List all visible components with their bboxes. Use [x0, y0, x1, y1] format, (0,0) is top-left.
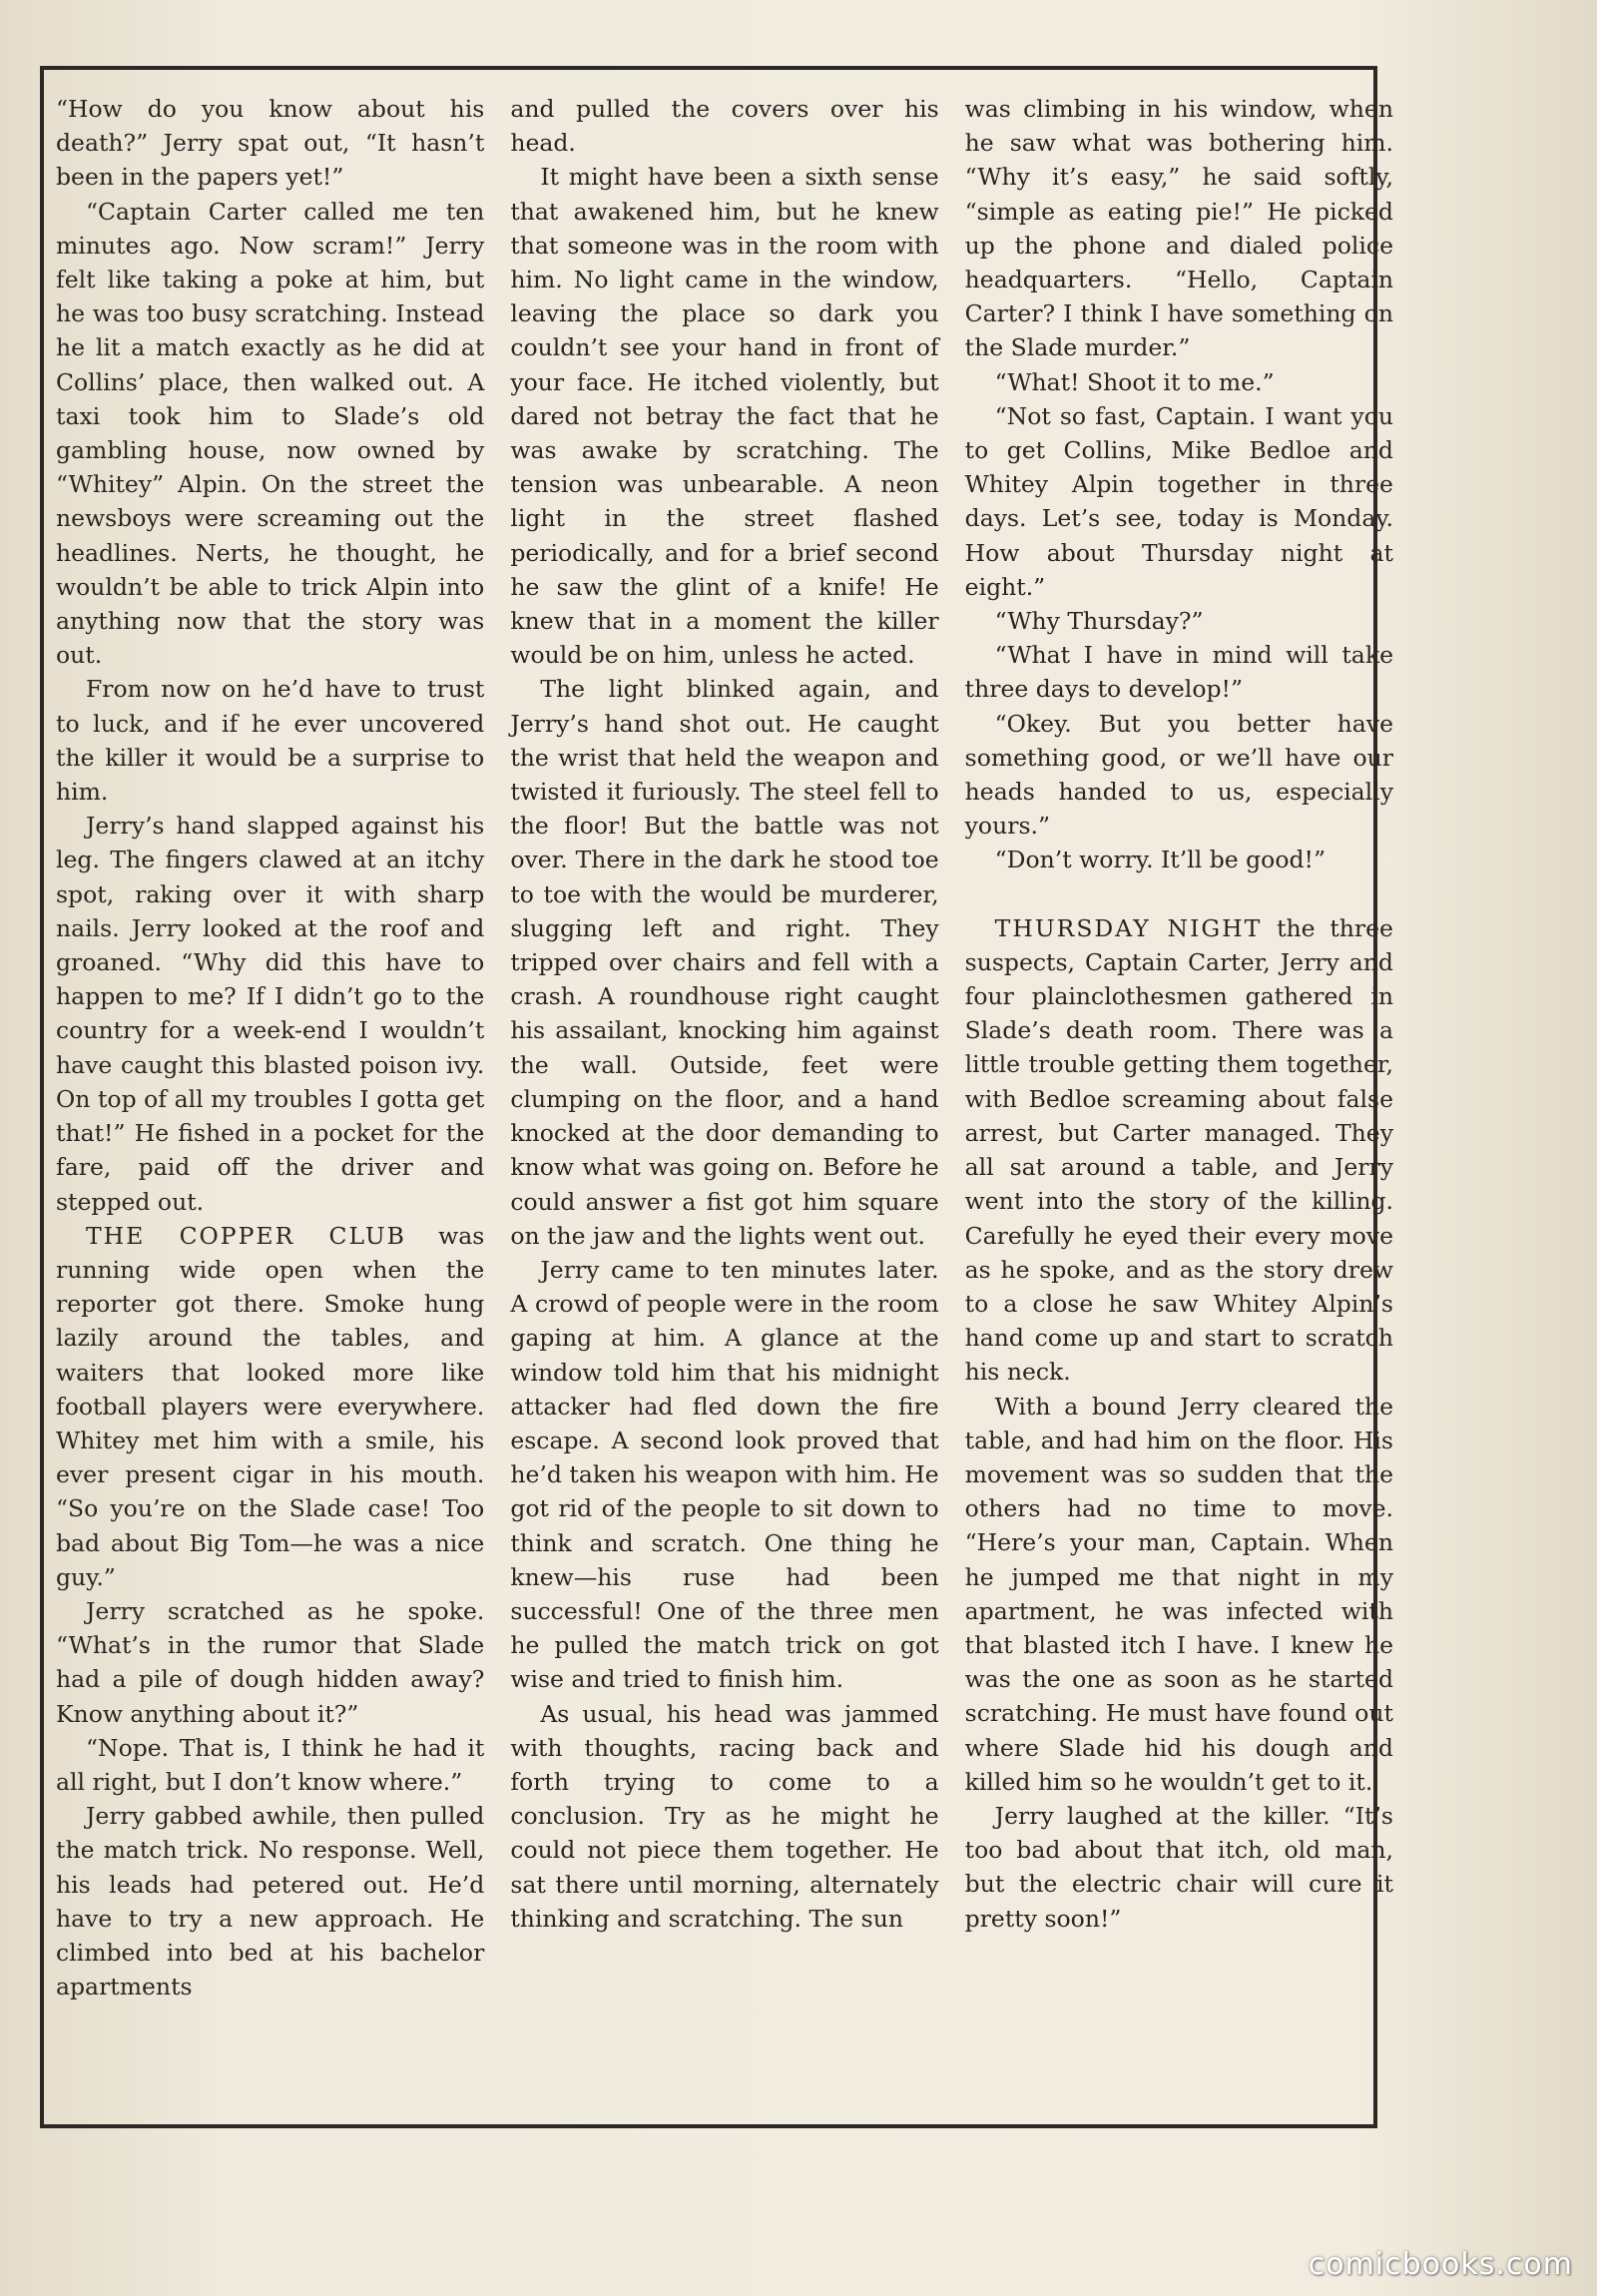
paragraph: “Don’t worry. It’ll be good!”	[994, 846, 1326, 874]
paragraph: “Why Thursday?”	[994, 607, 1204, 636]
paragraph: The light blinked again, and Jerry’s hand shot out. He caught the wrist that held the weapon and twisted it furiously. The steel fell to the floor! But the battle was not over. There in the dark he stood toe to toe with the would be murderer, slugging left and right. They tripped over chairs and fell with a crash. A roundhouse right caught his assailant, knocking him against the wall. Outside, feet were clumping on the floor, and a hand knocked at the door demanding to know what was going on. Before he could answer a fist got him square on the jaw and the lights went out.	[510, 675, 939, 1250]
paragraph: With a bound Jerry cleared the table, and had him on the floor. His movement was so sudden that the others had no time to move. “Here’s your man, Captain. When he jumped me that night in my apartment, he was infected with that blasted itch I have. I knew he was the one as soon as he started scratching. He must have found out where Slade hid his dough and killed him so he wouldn’t get to it.	[964, 1392, 1393, 1796]
paragraph-text: the three suspects, Captain Carter, Jerry and four plainclothesmen gathered in Slade’s death room. There was a little trouble getting them together, with Bedloe screaming about false arrest, but Carter managed. They all sat around a table, and Jerry went into the story of the killing. Carefully he eyed their every move as he spoke, and as the story drew to a close he saw Whitey Alpin’s hand come up and start to scratch his neck.	[964, 913, 1393, 1387]
paragraph: “How do you know about his death?” Jerry spat out, “It hasn’t been in the papers yet!”	[56, 95, 485, 192]
section-lead: THURSDAY NIGHT	[994, 913, 1263, 942]
site-watermark: comicbooks.com	[1308, 2247, 1573, 2282]
paragraph: Jerry laughed at the killer. “It’s too bad about that itch, old man, but the electric chair will cure it pretty soon!”	[964, 1801, 1393, 1933]
paragraph: It might have been a sixth sense that awakened him, but he knew that someone was in the room with him. No light came in the window, leaving the place so dark you couldn’t see your hand in front of your face. He itched violently, but dared not betray the fact that he was awake by scratching. The tension was unbearable. A neon light in the street flashed periodically, and for a brief second he saw the glint of a knife! He knew that in a moment the killer would be on him, unless he acted.	[510, 163, 939, 670]
column-2	[510, 92, 938, 2108]
paragraph: was climbing in his window, when he saw what was bothering him. “Why it’s easy,” he said softly, “simple as eating pie!” He picked up the phone and dialed police headquarters. “Hello, Captain Carter? I think I have something on the Slade murder.”	[964, 95, 1393, 362]
paragraph: “What I have in mind will take three days to develop!”	[964, 641, 1393, 704]
paragraph: Jerry came to ten minutes later. A crowd of people were in the room gaping at him. A glance at the window told him that his midnight attacker had fled down the fire escape. A second look proved that he’d taken his weapon with him. He got rid of the people to sit down to think and scratch. One thing he knew—his ruse had been successful! One of the three men he pulled the match trick on got wise and tried to finish him.	[510, 1255, 939, 1694]
paragraph: Jerry gabbed awhile, then pulled the match trick. No response. Well, his leads had petered out. He’d have to try a new approach. He climbed into bed at his bachelor apartments	[56, 1802, 485, 2002]
section-paragraph	[56, 1219, 484, 1594]
paragraph: “Captain Carter called me ten minutes ago. Now scram!” Jerry felt like taking a poke at him, but he was too busy scratching. Instead he lit a match exactly as he did at Collins’ place, then walked out. A taxi took him to Slade’s old gambling house, now owned by “Whitey” Alpin. On the street the newsboys were screaming out the headlines. Nerts, he thought, he wouldn’t be able to trick Alpin into anything now that the story was out.	[56, 197, 485, 670]
paragraph: Jerry’s hand slapped against his leg. The fingers clawed at an itchy spot, raking over it with sharp nails. Jerry looked at the roof and groaned. “Why did this have to happen to me? If I didn’t go to the country for a week-end I wouldn’t have caught this blasted poison ivy. On top of all my troubles I gotta get that!” He fished in a pocket for the fare, paid off the driver and stepped out.	[56, 812, 485, 1216]
paragraph: As usual, his head was jammed with thoughts, racing back and forth trying to come to a conclusion. Try as he might he could not piece them together. He sat there until morning, alternately thinking and scratching. The sun	[510, 1699, 939, 1933]
paragraph: “Not so fast, Captain. I want you to get Collins, Mike Bedloe and Whitey Alpin together in three days. Let’s see, today is Monday. How about Thursday night at eight.”	[964, 401, 1393, 601]
section-spacer	[965, 877, 1393, 911]
section-lead: THE COPPER CLUB	[86, 1221, 406, 1250]
paragraph: “Okey. But you better have something good, or we’ll have our heads handed to us, especially yours.”	[964, 709, 1393, 841]
paragraph-text: was running wide open when the reporter got there. Smoke hung lazily around the tables, and waiters that looked more like football players were everywhere. Whitey met him with a smile, his ever present cigar in his mouth. “So you’re on the Slade case! Too bad about Big Tom—he was a nice guy.”	[56, 1221, 485, 1591]
paragraph: From now on he’d have to trust to luck, and if he ever uncovered the killer it would be a surprise to him.	[56, 675, 485, 807]
column-3	[965, 92, 1393, 2108]
section-paragraph	[965, 911, 1393, 1390]
paragraph: “Nope. That is, I think he had it all right, but I don’t know where.”	[56, 1733, 485, 1796]
column-1	[56, 92, 484, 2108]
paragraph: “What! Shoot it to me.”	[994, 367, 1275, 396]
paragraph: and pulled the covers over his head.	[510, 95, 939, 158]
paragraph: Jerry scratched as he spoke. “What’s in the rumor that Slade had a pile of dough hidden away? Know anything about it?”	[56, 1596, 485, 1728]
story-columns	[56, 92, 1393, 2108]
